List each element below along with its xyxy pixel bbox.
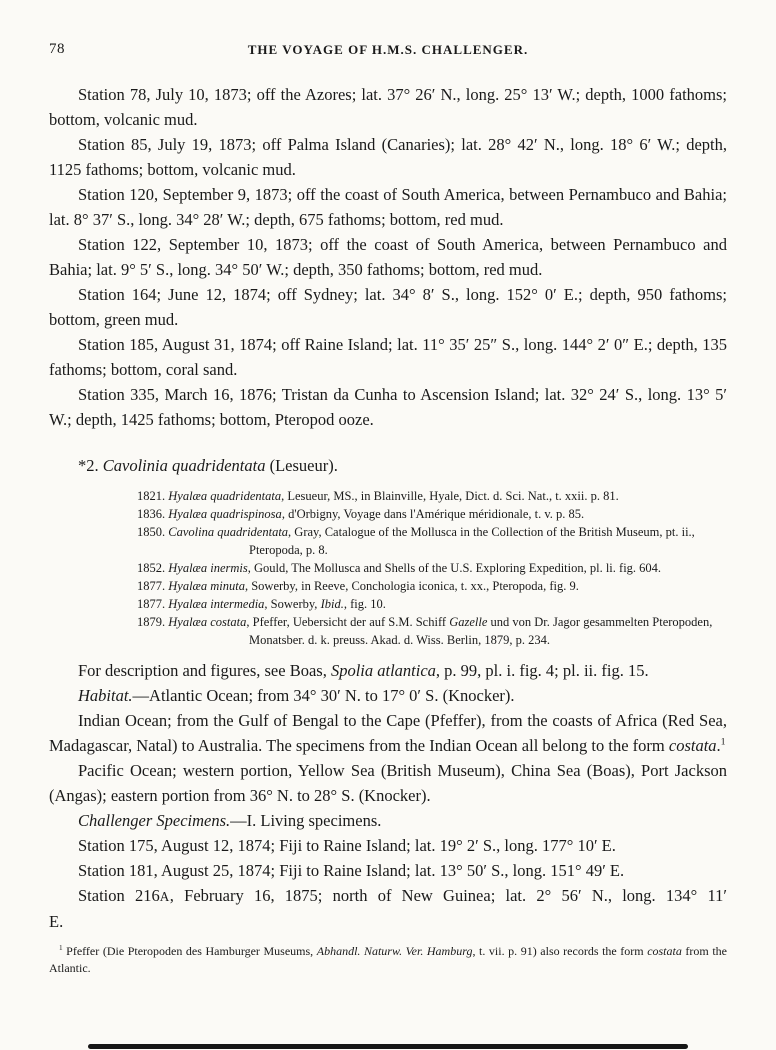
station-record-paragraph: Station 122, September 10, 1873; off the coast of South America, between Pernambuco and Bahia; lat. 9° 5′ S., long. 34° 50′ W.; depth, 350 fathoms; bottom, red mud.: [49, 235, 727, 279]
synonymy-entry: 1879. Hyalæa costata, Pfeffer, Uebersicht der auf S.M. Schiff Gazelle und von Dr. Jagor gesammelten Pteropoden, Monatsber. d. k. preuss. Akad. d. Wiss. Berlin, 1879, p. 234.: [137, 615, 713, 647]
page-number: 78: [49, 41, 65, 57]
challenger-specimens-paragraph: Challenger Specimens.—I. Living specimens.: [78, 811, 382, 830]
description-reference-paragraph: For description and figures, see Boas, Spolia atlantica, p. 99, pl. i. fig. 4; pl. ii. fig. 15.: [78, 661, 649, 680]
synonymy-list: [49, 487, 727, 649]
synonymy-entry: 1852. Hyalæa inermis, Gould, The Mollusca and Shells of the U.S. Exploring Expedition, pl. li. fig. 604.: [137, 561, 662, 575]
species-heading: *2. Cavolinia quadridentata (Lesueur).: [78, 456, 338, 475]
running-title: THE VOYAGE OF H.M.S. CHALLENGER.: [247, 42, 529, 57]
page-header: [49, 40, 727, 62]
page-body: [49, 82, 727, 976]
indian-ocean-paragraph: Indian Ocean; from the Gulf of Bengal to the Cape (Pfeffer), from the coasts of Africa (Red Sea, Madagascar, Natal) to Australia. The specimens from the Indian Ocean all belong to the form costata.$^1$: [49, 711, 727, 755]
station-record-paragraph: Station 78, July 10, 1873; off the Azores; lat. 37° 26′ N., long. 25° 13′ W.; depth, 1000 fathoms; bottom, volcanic mud.: [49, 85, 727, 129]
synonymy-entry: 1877. Hyalæa minuta, Sowerby, in Reeve, Conchologia iconica, t. xx., Pteropoda, fig. 9.: [137, 579, 579, 593]
station-record-paragraph: Station 120, September 9, 1873; off the coast of South America, between Pernambuco and Bahia; lat. 8° 37′ S., long. 34° 28′ W.; depth, 675 fathoms; bottom, red mud.: [49, 185, 727, 229]
station-record-paragraph: Station 185, August 31, 1874; off Raine Island; lat. 11° 35′ 25″ S., long. 144° 2′ 0″ E.; depth, 135 fathoms; bottom, coral sand.: [49, 335, 727, 379]
synonymy-entry: 1877. Hyalæa intermedia, Sowerby, Ibid., fig. 10.: [137, 597, 386, 611]
habitat-paragraph: Habitat.—Atlantic Ocean; from 34° 30′ N. to 17° 0′ S. (Knocker).: [78, 686, 515, 705]
pacific-ocean-paragraph: Pacific Ocean; western portion, Yellow Sea (British Museum), China Sea (Boas), Port Jackson (Angas); eastern portion from 36° N. to 28° S. (Knocker).: [49, 761, 727, 805]
challenger-station-paragraph: Station 175, August 12, 1874; Fiji to Raine Island; lat. 19° 2′ S., long. 177° 10′ E.: [78, 836, 616, 855]
challenger-station-paragraph: Station 216A, February 16, 1875; north of New Guinea; lat. 2° 56′ N., long. 134° 11′ E.: [49, 886, 727, 931]
scan-edge-artifact: [88, 1044, 688, 1049]
station-record-paragraph: Station 164; June 12, 1874; off Sydney; lat. 34° 8′ S., long. 152° 0′ E.; depth, 950 fathoms; bottom, green mud.: [49, 285, 727, 329]
station-record-paragraph: Station 85, July 19, 1873; off Palma Island (Canaries); lat. 28° 42′ N., long. 18° 6′ W.; depth, 1125 fathoms; bottom, volcanic mud.: [49, 135, 727, 179]
footnote: $^1$ Pfeffer (Die Pteropoden des Hamburger Museums, Abhandl. Naturw. Ver. Hamburg, t. vii. p. 91) also records the form costata from the Atlantic.: [49, 944, 727, 975]
challenger-station-paragraph: Station 181, August 25, 1874; Fiji to Raine Island; lat. 13° 50′ S., long. 151° 49′ E.: [78, 861, 625, 880]
synonymy-entry: 1821. Hyalæa quadridentata, Lesueur, MS., in Blainville, Hyale, Dict. d. Sci. Nat., t. xxii. p. 81.: [137, 489, 619, 503]
synonymy-entry: 1836. Hyalæa quadrispinosa, d'Orbigny, Voyage dans l'Amérique méridionale, t. v. p. 85.: [137, 507, 585, 521]
station-record-paragraph: Station 335, March 16, 1876; Tristan da Cunha to Ascension Island; lat. 32° 24′ S., long. 13° 5′ W.; depth, 1425 fathoms; bottom, Pteropod ooze.: [49, 385, 727, 429]
synonymy-entry: 1850. Cavolina quadridentata, Gray, Catalogue of the Mollusca in the Collection of the British Museum, pt. ii., Pteropoda, p. 8.: [137, 525, 695, 557]
